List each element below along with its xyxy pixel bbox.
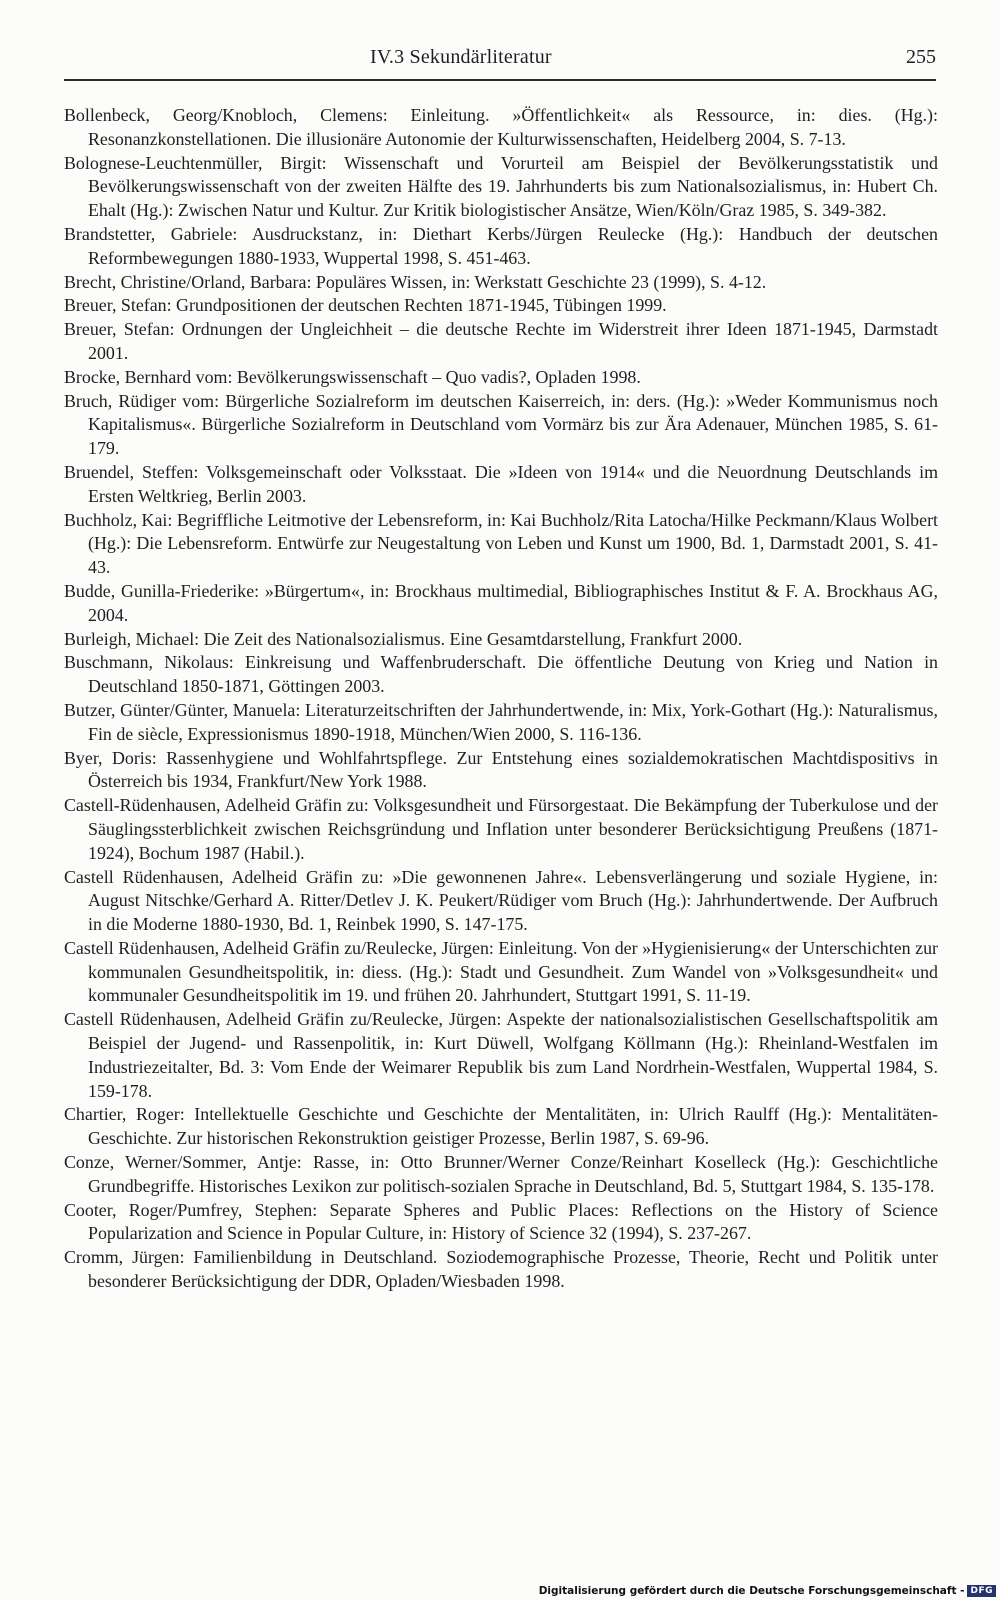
digitization-credit [539,1585,996,1597]
bibliography-entry: Butzer, Günter/Günter, Manuela: Literaturzeitschriften der Jahrhundertwende, in: Mix, York-Gothart (Hg.): Naturalismus, Fin de siècle, Expressionismus 1890-1918, München/Wien 2000, S. 116-136. [64,699,938,744]
dfg-logo: DFG [967,1585,996,1597]
bibliography-entry: Bollenbeck, Georg/Knobloch, Clemens: Einleitung. »Öffentlichkeit« als Ressource, in: dies. (Hg.): Resonanzkonstellationen. Die illusionäre Autonomie der Kulturwissenschaften, Heidelberg 2004, S. 7-13. [64,105,938,149]
bibliography-entry: Brecht, Christine/Orland, Barbara: Populäres Wissen, in: Werkstatt Geschichte 23 (1999), S. 4-12. [64,271,767,292]
bibliography-entry: Bruch, Rüdiger vom: Bürgerliche Sozialreform im deutschen Kaiserreich, in: ders. (Hg.): »Weder Kommunismus noch Kapitalismus«. Bürgerliche Sozialreform in Deutschland vom Vormärz bis zur Ära Adenauer, München 1985, S. 61-179. [64,390,938,459]
bibliography-entry: Brocke, Bernhard vom: Bevölkerungswissenschaft – Quo vadis?, Opladen 1998. [64,366,641,387]
bibliography-entry: Burleigh, Michael: Die Zeit des Nationalsozialismus. Eine Gesamtdarstellung, Frankfurt 2000. [64,628,743,649]
running-title: IV.3 Sekundärliteratur [370,46,552,68]
bibliography-entry: Castell-Rüdenhausen, Adelheid Gräfin zu: Volksgesundheit und Fürsorgestaat. Die Bekämpfung der Tuberkulose und der Säuglingssterblichkeit zwischen Reichsgründung und Inflation unter besonderer Berücksichtigung Preußens (1871-1924), Bochum 1987 (Habil.). [64,795,938,863]
bibliography-entry: Cooter, Roger/Pumfrey, Stephen: Separate Spheres and Public Places: Reflections on the History of Science Popularization and Science in Popular Culture, in: History of Science 32 (1994), S. 237-267. [64,1199,938,1244]
bibliography-entry: Buchholz, Kai: Begriffliche Leitmotive der Lebensreform, in: Kai Buchholz/Rita Latocha/Hilke Peckmann/Klaus Wolbert (Hg.): Die Lebensreform. Entwürfe zur Neugestaltung von Leben und Kunst um 1900, Bd. 1, Darmstadt 2001, S. 41-43. [64,509,938,578]
bibliography-entry: Castell Rüdenhausen, Adelheid Gräfin zu/Reulecke, Jürgen: Einleitung. Von der »Hygienisierung« der Unterschichten zur kommunalen Gesundheitspolitik, in: diess. (Hg.): Stadt und Gesundheit. Zum Wandel von »Volksgesundheit« und kommunaler Gesundheitspolitik im 19. und frühen 20. Jahrhundert, Stuttgart 1991, S. 11-19. [64,937,938,1006]
page-header [64,44,936,80]
bibliography-entry: Conze, Werner/Sommer, Antje: Rasse, in: Otto Brunner/Werner Conze/Reinhart Koselleck (Hg.): Geschichtliche Grundbegriffe. Historisches Lexikon zur politisch-sozialen Sprache in Deutschland, Bd. 5, Stuttgart 1984, S. 135-178. [64,1152,938,1196]
bibliography-entry: Breuer, Stefan: Grundpositionen der deutschen Rechten 1871-1945, Tübingen 1999. [64,295,667,316]
bibliography-entry: Breuer, Stefan: Ordnungen der Ungleichheit – die deutsche Rechte im Widerstreit ihrer Ideen 1871-1945, Darmstadt 2001. [64,319,938,363]
bibliography-entry: Buschmann, Nikolaus: Einkreisung und Waffenbruderschaft. Die öffentliche Deutung von Krieg und Nation in Deutschland 1850-1871, Göttingen 2003. [64,652,938,697]
bibliography-entry: Castell Rüdenhausen, Adelheid Gräfin zu/Reulecke, Jürgen: Aspekte der nationalsozialistischen Gesellschaftspolitik am Beispiel der Jugend- und Rassenpolitik, in: Kurt Düwell, Wolfgang Köllmann (Hg.): Rheinland-Westfalen im Industriezeitalter, Bd. 3: Vom Ende der Weimarer Republik bis zum Land Nordrhein-Westfalen, Wuppertal 1984, S. 159-178. [64,1009,938,1101]
bibliography-entry: Brandstetter, Gabriele: Ausdruckstanz, in: Diethart Kerbs/Jürgen Reulecke (Hg.): Handbuch der deutschen Reformbewegungen 1880-1933, Wuppertal 1998, S. 451-463. [64,223,938,268]
bibliography-entry: Bruendel, Steffen: Volksgemeinschaft oder Volksstaat. Die »Ideen von 1914« und die Neuordnung Deutschlands im Ersten Weltkrieg, Berlin 2003. [64,461,938,506]
page-number: 255 [906,46,936,68]
bibliography-entry: Chartier, Roger: Intellektuelle Geschichte und Geschichte der Mentalitäten, in: Ulrich Raulff (Hg.): Mentalitäten-Geschichte. Zur historischen Rekonstruktion geistiger Prozesse, Berlin 1987, S. 69-96. [64,1104,938,1149]
bibliography-entry: Budde, Gunilla-Friederike: »Bürgertum«, in: Brockhaus multimedial, Bibliographisches Institut & F. A. Brockhaus AG, 2004. [64,580,938,625]
bibliography-entry: Cromm, Jürgen: Familienbildung in Deutschland. Soziodemographische Prozesse, Theorie, Recht und Politik unter besonderer Berücksichtigung der DDR, Opladen/Wiesbaden 1998. [64,1247,938,1292]
bibliography-entry: Castell Rüdenhausen, Adelheid Gräfin zu: »Die gewonnenen Jahre«. Lebensverlängerung und soziale Hygiene, in: August Nitschke/Gerhard A. Ritter/Detlev J. K. Peukert/Rüdiger vom Bruch (Hg.): Jahrhundertwende. Der Aufbruch in die Moderne 1880-1930, Bd. 1, Reinbek 1990, S. 147-175. [64,866,938,935]
credit-text: Digitalisierung gefördert durch die Deutsche Forschungsgemeinschaft - [538,1585,965,1597]
bibliography-entry: Byer, Doris: Rassenhygiene und Wohlfahrtspflege. Zur Entstehung eines sozialdemokratischen Machtdispositivs in Österreich bis 1934, Frankfurt/New York 1988. [64,747,938,792]
bibliography-list [64,104,938,1294]
bibliography-entry: Bolognese-Leuchtenmüller, Birgit: Wissenschaft und Vorurteil am Beispiel der Bevölkerungsstatistik und Bevölkerungswissenschaft von der zweiten Hälfte des 19. Jahrhunderts bis zum Nationalsozialismus, in: Hubert Ch. Ehalt (Hg.): Zwischen Natur und Kultur. Zur Kritik biologistischer Ansätze, Wien/Köln/Graz 1985, S. 349-382. [64,152,938,221]
header-rule [64,79,936,81]
